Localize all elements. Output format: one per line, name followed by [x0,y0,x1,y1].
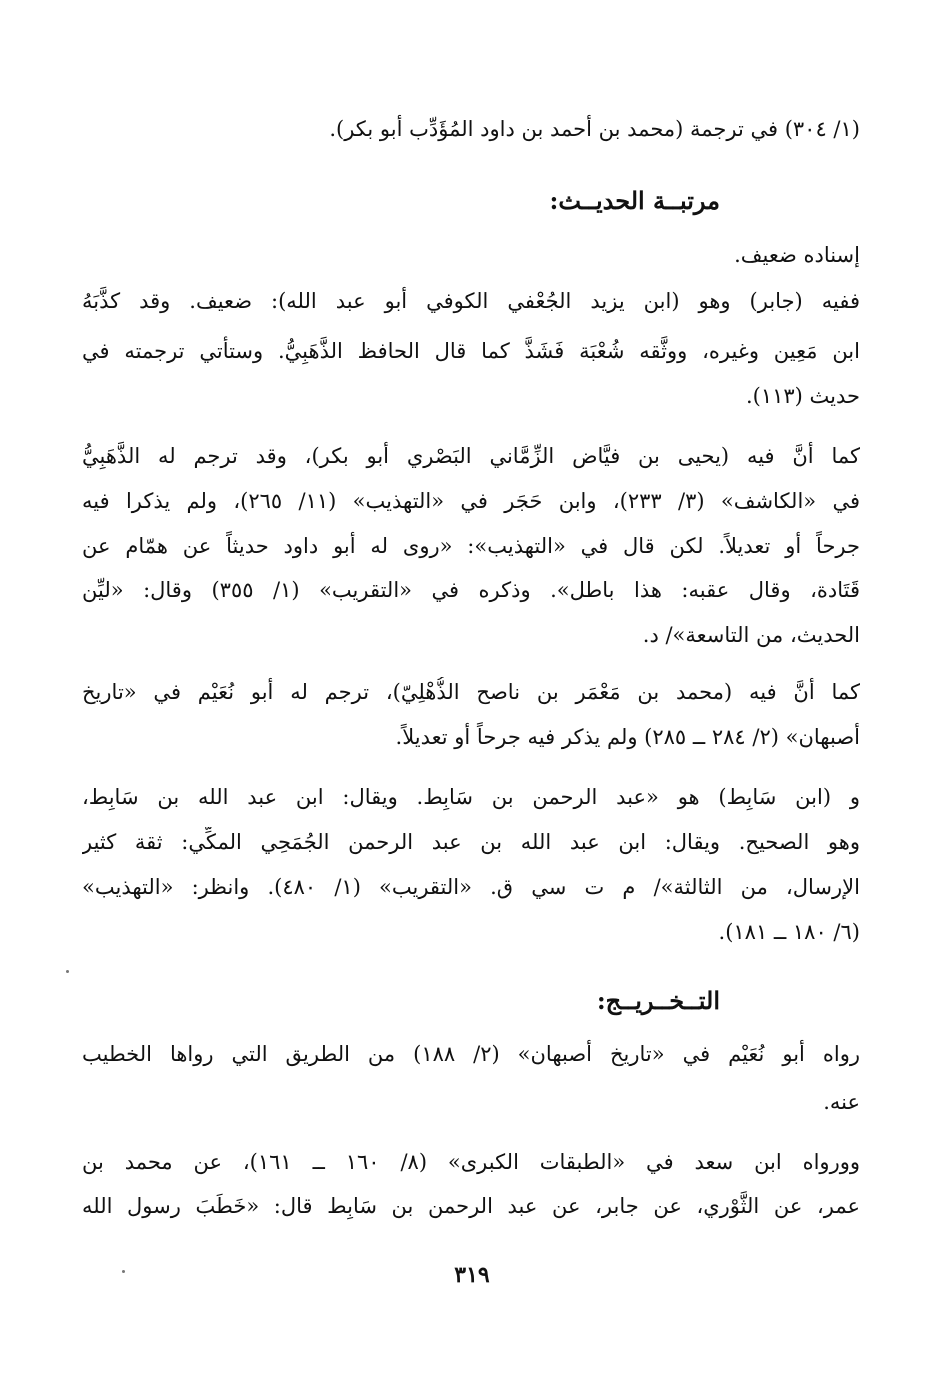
heading-hadith-rank: مرتبــة الحديــث: [549,186,720,215]
text-line-takhrij-p2-2: عمر، عن الثَّوْري، عن جابر، عن عبد الرحمن بن سَابِط قال: «خَطَبَ رسول الله [82,1194,860,1218]
text-line-rank-p5-4: (٦/ ١٨٠ ــ ١٨١). [718,920,860,944]
text-line-rank-p3-3: جرحاً أو تعديلاً. لكن قال في «التهذيب»: «روى له أبو داود حديثاً عن همّام عن [82,534,860,558]
text-line-rank-p3-4: قَتَادة، وقال عقبه: هذا باطل». وذكره في «التقريب» (١/ ٣٥٥) وقال: «ليِّن [82,578,860,602]
text-line-rank-p3-5: الحديث، من التاسعة»/ د. [642,623,860,647]
scan-speck [122,1270,125,1273]
text-line-rank-p5-3: الإرسال، من الثالثة»/ م ت سي ق. «التقريب» (١/ ٤٨٠). وانظر: «التهذيب» [82,875,860,899]
text-line-rank-p1-1: إسناده ضعيف. [734,243,860,267]
page-number: ٣١٩ [454,1262,490,1288]
text-line-rank-p3-1: كما أنَّ فيه (يحيى بن فيَّاض الزِّمَّاني البَصْري أبو بكر)، وقد ترجم له الذَّهَبِيُّ [82,444,860,468]
text-line-rank-p4-2: أصبهان» (٢/ ٢٨٤ ــ ٢٨٥) ولم يذكر فيه جرحاً أو تعديلاً. [395,725,860,749]
text-line-rank-p2-2: ابن مَعِين وغيره، ووثَّقه شُعْبَة فَشَذَّ كما قال الحافظ الذَّهَبِيُّ. وستأتي ترجمته في [82,339,860,363]
text-line-rank-p5-2: وهو الصحيح. ويقال: ابن عبد الله بن عبد الرحمن الجُمَحِي المكِّي: ثقة كثير [82,830,860,854]
text-line-rank-p3-2: في «الكاشف» (٣/ ٢٣٣)، وابن حَجَر في «التهذيب» (١١/ ٢٦٥)، ولم يذكرا فيه [82,489,860,513]
text-line-rank-p2-1: ففيه (جابر) وهو (ابن يزيد الجُعْفي الكوفي أبو عبد الله): ضعيف. وقد كذَّبَهُ [82,289,860,313]
text-line-top: (١/ ٣٠٤) في ترجمة (محمد بن أحمد بن داود المُؤَدِّب أبو بكر). [329,117,860,141]
scan-speck [66,970,69,973]
text-line-rank-p2-3: حديث (١١٣). [745,384,860,408]
text-line-takhrij-p1-2: عنه. [823,1090,860,1114]
text-line-takhrij-p2-1: وورواه ابن سعد في «الطبقات الكبرى» (٨/ ١٦٠ ــ ١٦١)، عن محمد بن [82,1150,860,1174]
text-line-rank-p4-1: كما أنَّ فيه (محمد بن مَعْمَر بن ناصح الذُّهْلِيّ)، ترجم له أبو نُعَيْم في «تاريخ [82,680,860,704]
heading-takhrij: التــخــريــج: [596,986,720,1015]
text-line-rank-p5-1: و (ابن سَابِط) هو «عبد الرحمن بن سَابِط. ويقال: ابن عبد الله بن سَابِط، [82,785,860,809]
text-line-takhrij-p1-1: رواه أبو نُعَيْم في «تاريخ أصبهان» (٢/ ١٨٨) من الطريق التي رواها الخطيب [82,1042,860,1066]
